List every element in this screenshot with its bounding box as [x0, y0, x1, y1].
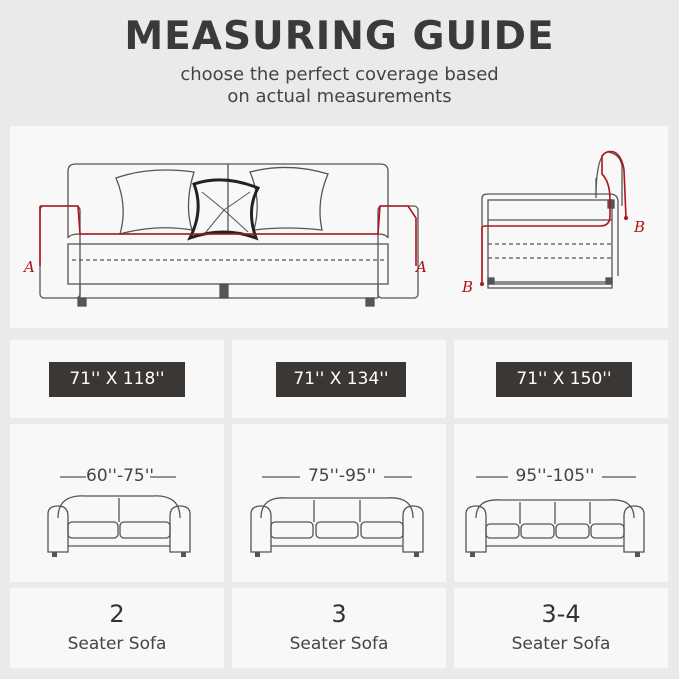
seat-count-2: 3	[331, 600, 347, 628]
dimension-label-a-left: A	[24, 258, 35, 276]
size-tag-2: 71'' X 134''	[276, 362, 406, 397]
dimension-label-a-right: A	[416, 258, 427, 276]
size-tag-3: 71'' X 150''	[496, 362, 632, 397]
seat-label-1: Seater Sofa	[67, 634, 167, 654]
seat-count-3: 3-4	[541, 600, 581, 628]
three-seater-sofa-icon	[247, 492, 427, 562]
seat-label-2: Seater Sofa	[289, 634, 389, 654]
subtitle-line-1: choose the perfect coverage based	[180, 64, 499, 85]
seat-label-3: Seater Sofa	[511, 634, 611, 654]
two-seater-sofa-icon	[44, 492, 194, 562]
range-label-3: 95''-105''	[515, 466, 595, 486]
four-seater-sofa-icon	[462, 492, 648, 562]
dimension-label-b-top: B	[634, 218, 646, 236]
page-title: MEASURING GUIDE	[124, 14, 555, 59]
seat-count-1: 2	[109, 600, 125, 628]
size-tag-1: 71'' X 118''	[49, 362, 185, 397]
range-label-2: 75''-95''	[307, 466, 377, 486]
dimension-label-b-bottom: B	[462, 278, 474, 296]
subtitle-line-2: on actual measurements	[227, 86, 452, 107]
range-label-1: 60''-75''	[86, 466, 155, 486]
